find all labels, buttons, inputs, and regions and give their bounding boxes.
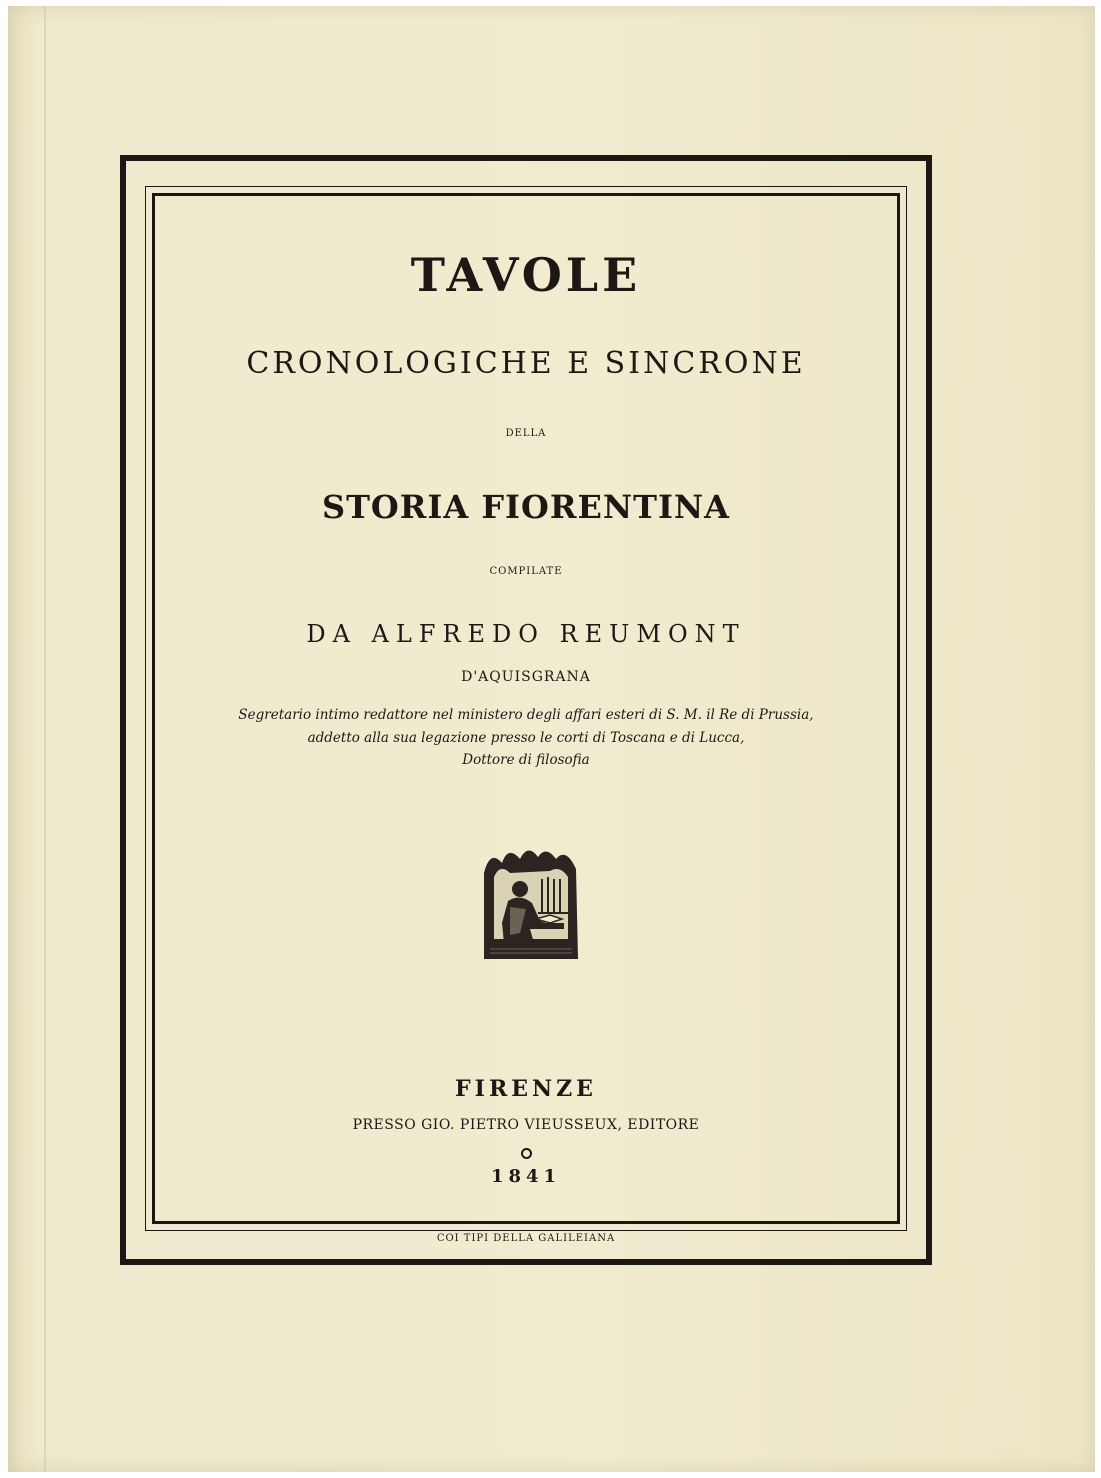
- subtitle: CRONOLOGICHE E SINCRONE: [246, 346, 806, 381]
- compiled-label: COMPILATE: [489, 566, 563, 577]
- author-origin: D'AQUISGRANA: [461, 669, 591, 685]
- author-name: DA ALFREDO REUMONT: [306, 620, 746, 648]
- scholar-reading-engraving-icon: [480, 843, 582, 965]
- publisher-line: PRESSO GIO. PIETRO VIEUSSEUX, EDITORE: [352, 1117, 700, 1133]
- author-description-line: Dottore di filosofia: [462, 752, 590, 768]
- publication-year: 1841: [490, 1166, 562, 1187]
- connector-text: DELLA: [505, 428, 547, 439]
- printer-line: COI TIPI DELLA GALILEIANA: [436, 1233, 616, 1244]
- title: TAVOLE: [410, 248, 642, 302]
- author-description-line: addetto alla sua legazione presso le corti di Toscana e di Lucca,: [307, 730, 745, 746]
- cover-hinge: [44, 6, 46, 1472]
- author-description-line: Segretario intimo redattore nel ministero degli affari esteri di S. M. il Re di Prussia,: [238, 707, 814, 723]
- main-title: STORIA FIORENTINA: [322, 488, 730, 526]
- publication-city: FIRENZE: [455, 1076, 597, 1102]
- circle-ornament-icon: [521, 1148, 532, 1159]
